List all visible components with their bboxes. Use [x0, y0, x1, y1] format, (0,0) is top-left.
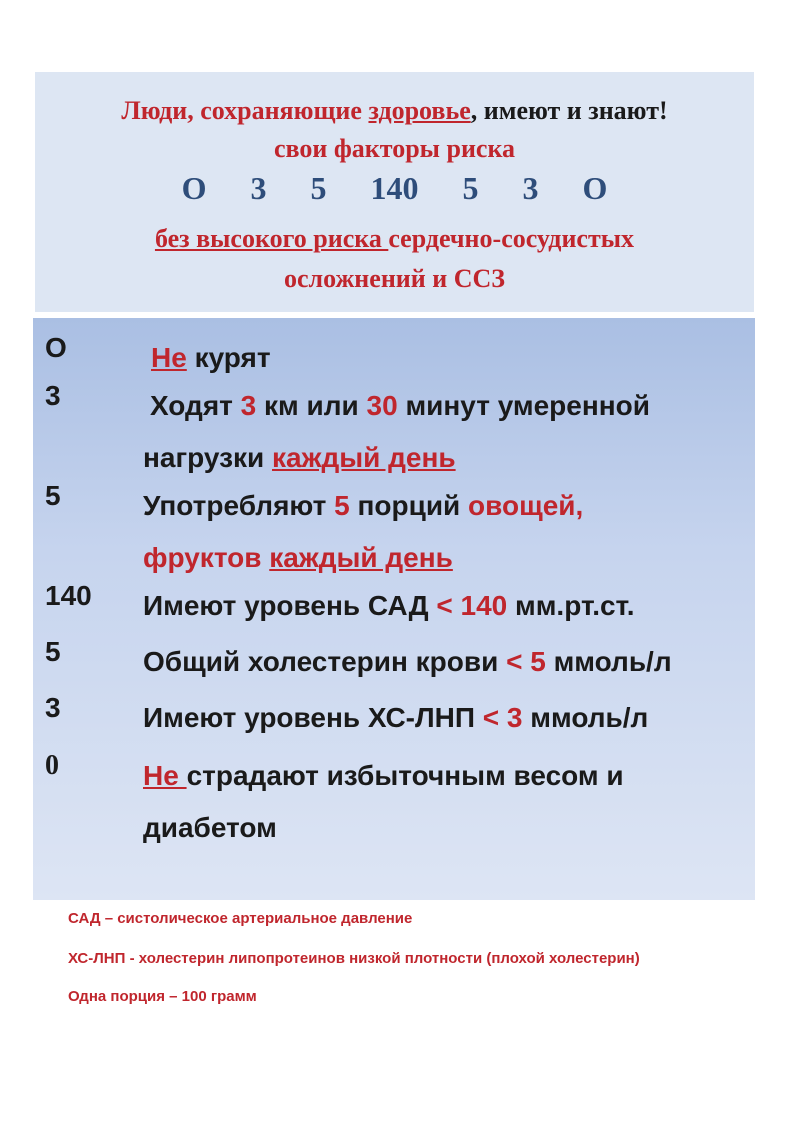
- title-part2: , имеют и знают!: [470, 96, 668, 125]
- rule-number: 140: [45, 580, 92, 611]
- rule-word: Имеют уровень САД: [143, 590, 437, 621]
- rule-word: курят: [186, 342, 271, 373]
- rule-word: минут умеренной: [397, 390, 650, 421]
- rule-word: 5: [334, 490, 350, 521]
- rule-word: < 5: [506, 646, 546, 677]
- rules-panel: [33, 318, 755, 900]
- rule-text: [143, 480, 743, 584]
- risk-code: [35, 170, 754, 207]
- code-item: 5: [462, 170, 479, 206]
- rule-word: < 140: [436, 590, 508, 621]
- code-item: 140: [370, 170, 419, 206]
- rule-word: каждый день: [269, 542, 453, 573]
- rule-text: [143, 636, 743, 688]
- rule-number: 3: [45, 692, 61, 723]
- rule-word: Не: [143, 760, 187, 791]
- rule-word: Имеют уровень ХС-ЛНП: [143, 702, 483, 733]
- code-item: 3: [522, 170, 539, 206]
- code-item: О: [582, 170, 608, 206]
- rule-word: км или: [256, 390, 367, 421]
- footnote: ХС-ЛНП - холестерин липопротеинов низкой плотности (плохой холестерин): [68, 950, 640, 967]
- rule-word: овощей,: [468, 490, 584, 521]
- header-line5: осложнений и ССЗ: [283, 264, 506, 293]
- line4-rest: сердечно-сосудистых: [388, 224, 635, 253]
- rule-word: каждый день: [272, 442, 456, 473]
- rule-word: ммоль/л: [545, 646, 672, 677]
- rule-word: порций: [349, 490, 469, 521]
- rule-word: фруктов: [143, 542, 270, 573]
- rule-word: Употребляют: [143, 490, 335, 521]
- code-item: О: [181, 170, 207, 206]
- title-part1: Люди, сохраняющие: [121, 96, 369, 125]
- header-subtitle: свои факторы риска: [273, 134, 516, 163]
- footnote: Одна порция – 100 грамм: [68, 988, 257, 1005]
- rule-text: [143, 580, 743, 632]
- rule-text: [143, 380, 743, 484]
- rule-number: О: [45, 332, 67, 363]
- rule-word: диабетом: [143, 812, 277, 843]
- rule-number: 5: [45, 636, 61, 667]
- rule-word: нагрузки: [143, 442, 273, 473]
- rule-text: [143, 750, 743, 854]
- header-title: [35, 96, 754, 126]
- rule-text: [151, 332, 751, 384]
- rule-word: страдают избыточным весом и: [186, 760, 624, 791]
- rule-word: ммоль/л: [522, 702, 649, 733]
- line4-underlined: без высокого риска: [154, 224, 389, 253]
- rule-number: 3: [45, 380, 61, 411]
- rule-text: [143, 692, 743, 744]
- code-item: 3: [250, 170, 267, 206]
- title-health-word: здоровье: [368, 96, 471, 125]
- header-line4: [35, 224, 754, 254]
- code-item: 5: [310, 170, 327, 206]
- rule-number: 5: [45, 480, 61, 511]
- rule-word: мм.рт.ст.: [507, 590, 635, 621]
- rule-word: Не: [151, 342, 187, 373]
- rule-word: Общий холестерин крови: [143, 646, 507, 677]
- rule-word: Ходят: [150, 390, 241, 421]
- rule-number: 0: [45, 750, 59, 781]
- footnote: САД – систолическое артериальное давление: [68, 910, 413, 927]
- header-box: [35, 72, 754, 312]
- rule-word: 3: [240, 390, 257, 421]
- rule-word: < 3: [482, 702, 523, 733]
- rule-word: 30: [366, 390, 398, 421]
